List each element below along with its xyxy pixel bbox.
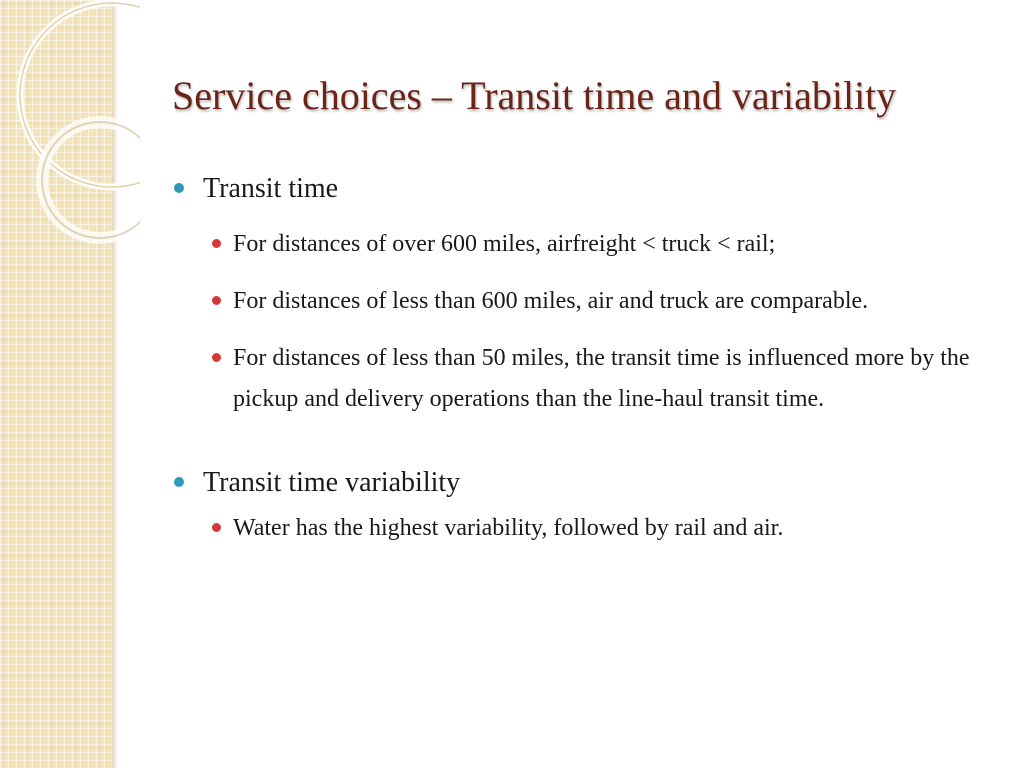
sub-bullet	[172, 281, 972, 322]
sub-bullet-dot	[212, 296, 221, 305]
sub-bullet-text: For distances of over 600 miles, airfreight < truck < rail;	[233, 231, 776, 257]
bullet-text: Transit time variability	[203, 467, 461, 498]
bullet-transit-time	[172, 170, 972, 208]
bullet-transit-time-variability	[172, 464, 972, 502]
sub-bullet-dot	[212, 239, 221, 248]
sub-bullet	[172, 508, 972, 549]
slide-title: Service choices – Transit time and variability	[172, 73, 897, 118]
bullet-dot	[174, 477, 184, 487]
sub-bullet-text: For distances of less than 50 miles, the transit time is influenced more by the pickup and delivery operations than the line-haul transit time.	[233, 345, 970, 412]
bullet-text: Transit time	[203, 173, 339, 204]
bullet-dot	[174, 183, 184, 193]
sub-bullet-text: For distances of less than 600 miles, air and truck are comparable.	[233, 288, 869, 314]
sub-bullet-dot	[212, 353, 221, 362]
bullet-list	[172, 170, 972, 549]
decorative-circles	[0, 0, 140, 260]
sub-bullet	[172, 224, 972, 265]
sub-bullet-dot	[212, 523, 221, 532]
sub-bullet-text: Water has the highest variability, followed by rail and air.	[233, 515, 784, 541]
sub-bullet	[172, 338, 972, 420]
